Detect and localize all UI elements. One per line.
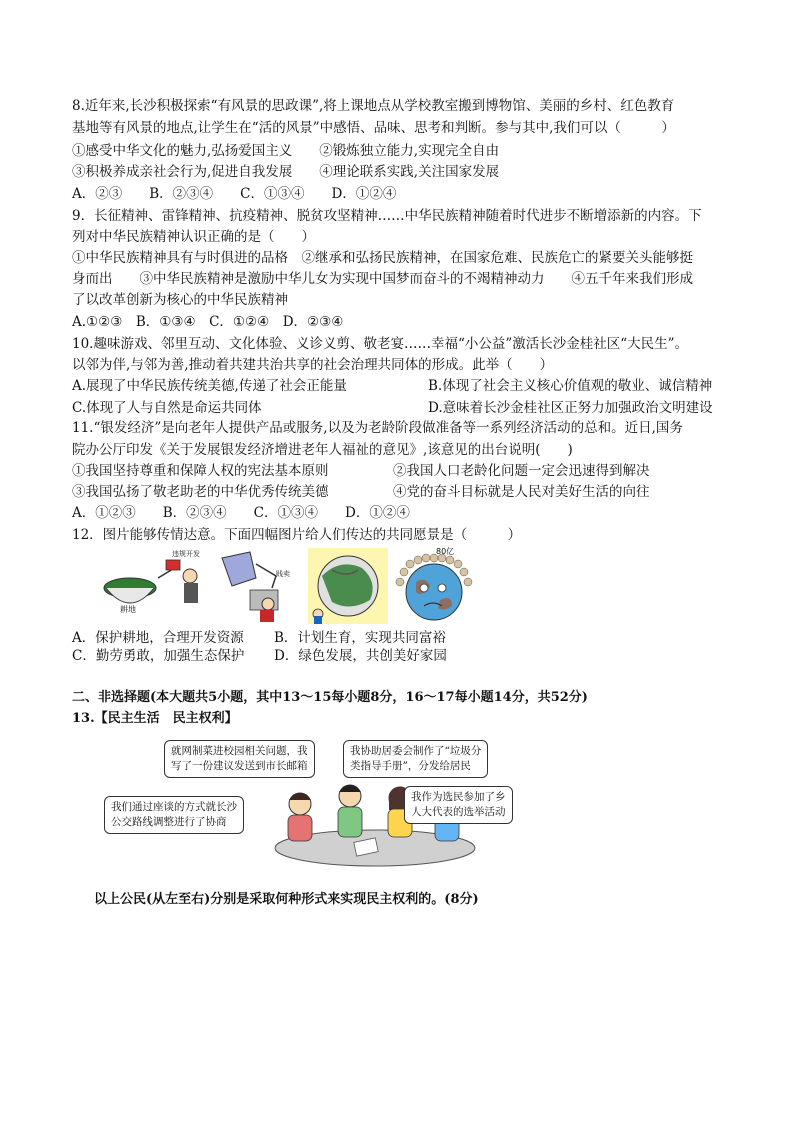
q13-question: 以上公民(从左至右)分别是采取何种形式来实现民主权利的。(8分) bbox=[94, 892, 479, 907]
q12-option-c: C．勤劳勇敢，加强生态保护 bbox=[72, 648, 245, 664]
q8-options: A．②③ B．②③④ C．①③④ D．①②④ bbox=[72, 186, 397, 202]
q12-stem: 12．图片能够传情达意。下面四幅图片给人们传达的共同愿景是（ ） bbox=[72, 527, 522, 543]
q12-option-a: A．保护耕地，合理开发资源 bbox=[72, 630, 244, 646]
q9-stem-line2: 列对中华民族精神认识正确的是（ ） bbox=[72, 229, 315, 245]
speech-bubble-4: 我作为选民参加了乡 人大代表的选举活动 bbox=[404, 786, 513, 824]
q12-option-b: B．计划生育，实现共同富裕 bbox=[274, 630, 446, 646]
q11-stem-line2: 院办公厅印发《关于发展银发经济增进老年人福祉的意见》,该意见的出台说明( ) bbox=[72, 442, 573, 458]
earth-cartoon bbox=[308, 548, 388, 624]
q8-stem-line1: 8.近年来,长沙积极探索“有风景的思政课”,将上课地点从学校教室搬到博物馆、美丽的乡村、红色教育 bbox=[72, 98, 675, 114]
q8-statement-1: ①感受中华文化的魅力,弘扬爱国主义 ②锻炼独立能力,实现完全自由 bbox=[72, 143, 500, 159]
q9-statement-3: 了以改革创新为核心的中华民族精神 bbox=[72, 292, 288, 308]
q9-stem-line1: 9．长征精神、雷锋精神、抗疫精神、脱贫攻坚精神……中华民族精神随着时代进步不断增添新的内容。下 bbox=[72, 208, 702, 224]
sell-label: 贱卖 bbox=[276, 570, 290, 578]
q10-stem-line1: 10.趣味游戏、邻里互动、文化体验、义诊义剪、敬老宴……幸福“小公益”激活长沙金桂社区“大民生”。 bbox=[72, 336, 689, 352]
speech-bubble-1: 就网制菜进校园相关问题，我 写了一份建议发送到市长邮箱 bbox=[164, 740, 315, 778]
q9-statement-2: 身而出 ③中华民族精神是激励中华儿女为实现中国梦而奋斗的不竭精神动力 ④五千年来我们形成 bbox=[72, 271, 693, 287]
q11-statement-1: ①我国坚持尊重和保障人权的宪法基本原则 bbox=[72, 463, 329, 479]
q8-statement-2: ③积极养成亲社会行为,促进自我发展 ④理论联系实践,关注国家发展 bbox=[72, 164, 500, 180]
section2-heading: 二、非选择题(本大题共5小题，其中13～15每小题8分，16～17每小题14分，共52分) bbox=[72, 690, 588, 705]
q10-option-d: D.意味着长沙金桂社区正努力加强政治文明建设 bbox=[428, 400, 713, 416]
speech-bubble-2: 我协助居委会制作了“垃圾分 类指导手册”，分发给居民 bbox=[343, 740, 488, 778]
q9-statement-1: ①中华民族精神具有与时俱进的品格 ②继承和弘扬民族精神，在国家危难、民族危亡的紧要关头能够挺 bbox=[72, 250, 693, 266]
q12-option-d: D．绿色发展，共创美好家园 bbox=[274, 648, 447, 664]
q10-option-b: B.体现了社会主义核心价值观的敬业、诚信精神 bbox=[428, 378, 713, 394]
q11-stem-line1: 11.“银发经济”是向老年人提供产品或服务,以及为老龄阶段做准备等一系列经济活动的总和。近日,国务 bbox=[72, 420, 683, 436]
speech-bubble-3: 我们通过座谈的方式就长沙 公交路线调整进行了协商 bbox=[104, 796, 244, 834]
q12-images bbox=[100, 546, 475, 626]
q13-label: 13.【民主生活 民主权利】 bbox=[72, 711, 238, 726]
q11-statement-3: ③我国弘扬了敬老助老的中华优秀传统美德 bbox=[72, 484, 329, 500]
illegal-label: 违规开发 bbox=[172, 550, 200, 558]
sell-off-cartoon bbox=[218, 548, 298, 624]
q8-stem-line2: 基地等有风景的地点,让学生在“活的风景”中感悟、品味、思考和判断。参与其中,我们可以（ ） bbox=[72, 120, 675, 136]
population-cartoon bbox=[394, 546, 474, 624]
q9-options: A.①②③ B．①③④ C．①②④ D．②③④ bbox=[72, 314, 344, 330]
q10-option-a: A.展现了中华民族传统美德,传递了社会正能量 bbox=[72, 378, 347, 394]
q11-statement-2: ②我国人口老龄化问题一定会迅速得到解决 bbox=[393, 463, 650, 479]
q11-options: A．①②③ B．②③④ C．①③④ D．①②④ bbox=[72, 505, 410, 521]
farmland-label: 耕地 bbox=[120, 605, 136, 614]
q11-statement-4: ④党的奋斗目标就是人民对美好生活的向往 bbox=[393, 484, 650, 500]
citizen-2 bbox=[338, 785, 362, 837]
q10-option-c: C.体现了人与自然是命运共同体 bbox=[72, 400, 262, 416]
population-label: 80亿 bbox=[436, 547, 455, 556]
q10-stem-line2: 以邻为伴,与邻为善,推动着共建共治共享的社会治理共同体的形成。此举（ ） bbox=[72, 357, 554, 373]
farmland-cartoon bbox=[102, 548, 212, 624]
citizen-1 bbox=[288, 793, 312, 841]
